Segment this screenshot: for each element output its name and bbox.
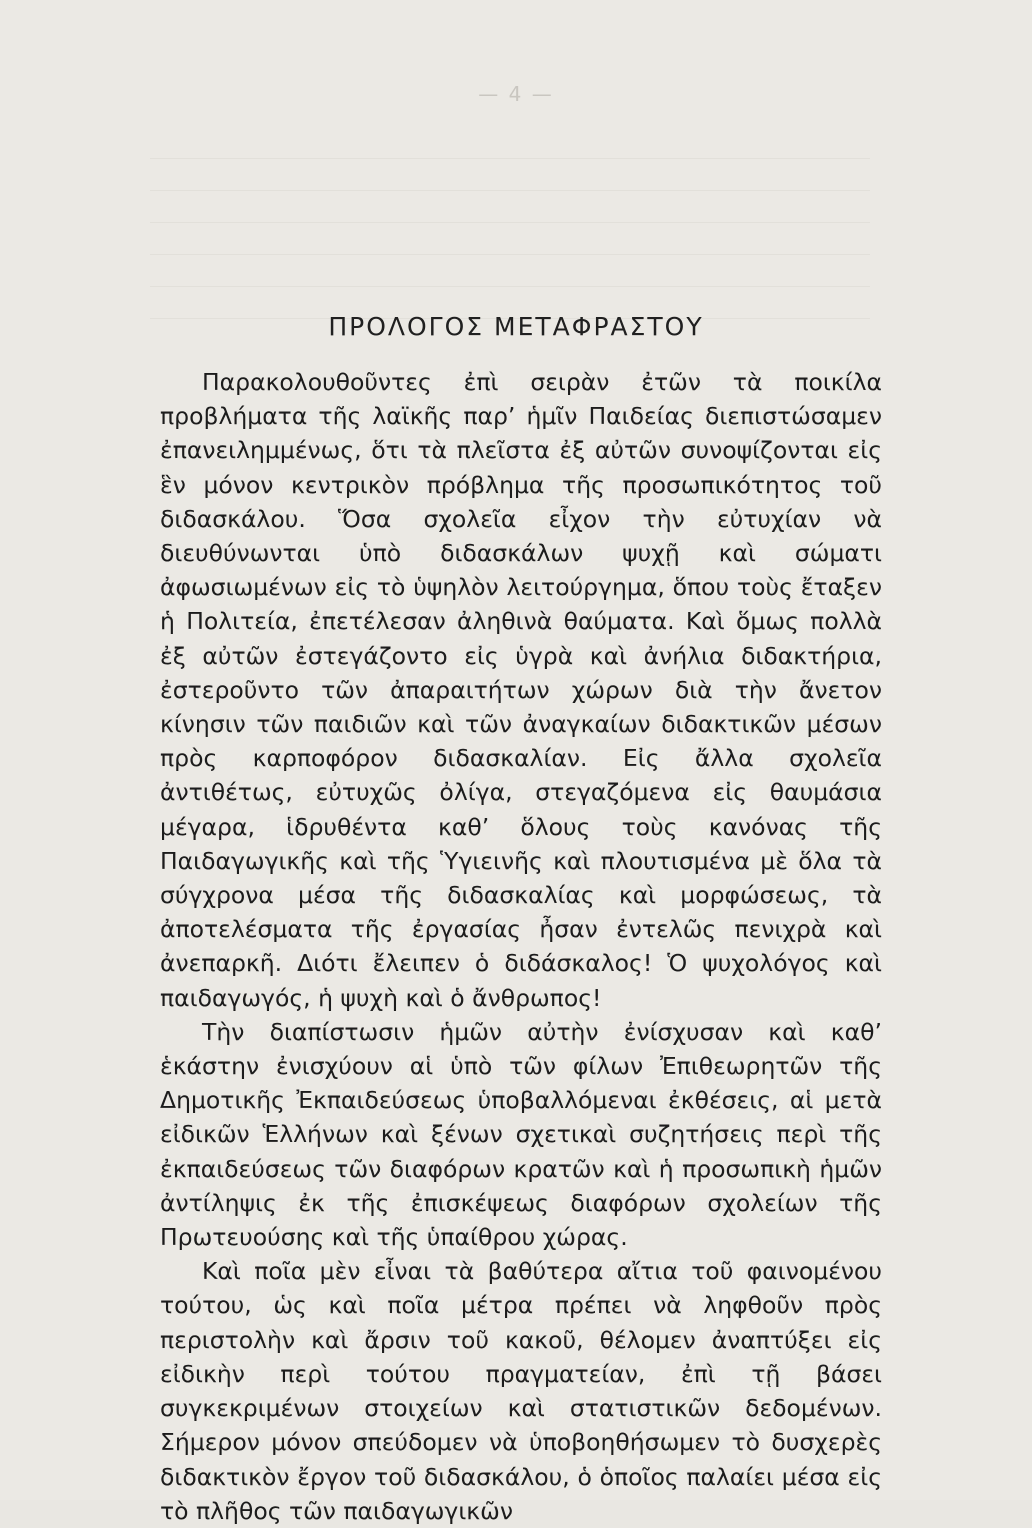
paragraph: Παρακολουθοῦντες ἐπὶ σειρὰν ἐτῶν τὰ ποικίλα προβλήματα τῆς λαϊκῆς παρ’ ἡμῖν Παιδείας διεπιστώσαμεν ἐπανειλημμένως, ὅτι τὰ πλεῖστα ἐξ αὐτῶν συνοψίζονται εἰς ἓν μόνον κεντρικὸν πρόβλημα τῆς προσωπικότητος τοῦ διδασκάλου. Ὅσα σχολεῖα εἶχον τὴν εὐτυχίαν νὰ διευθύνωνται ὑπὸ διδασκάλων ψυχῇ καὶ σώματι ἀφωσιωμένων εἰς τὸ ὑψηλὸν λειτούργημα, ὅπου τοὺς ἔταξεν ἡ Πολιτεία, ἐπετέλεσαν ἀληθινὰ θαύματα. Καὶ ὅμως πολλὰ ἐξ αὐτῶν ἐστεγάζοντο εἰς ὑγρὰ καὶ ἀνήλια διδακτήρια, ἐστεροῦντο τῶν ἀπαραιτήτων χώρων διὰ τὴν ἄνετον κίνησιν τῶν παιδιῶν καὶ τῶν ἀναγκαίων διδακτικῶν μέσων πρὸς καρποφόρον διδασκαλίαν. Εἰς ἄλλα σχολεῖα ἀντιθέτως, εὐτυχῶς ὀλίγα, στεγαζόμενα εἰς θαυμάσια μέγαρα, ἱδρυθέντα καθ’ ὅλους τοὺς κανόνας τῆς Παιδαγωγικῆς καὶ τῆς Ὑγιεινῆς καὶ πλουτισμένα μὲ ὅλα τὰ σύγχρονα μέσα τῆς διδασκαλίας καὶ μορφώσεως, τὰ ἀποτελέσματα τῆς ἐργασίας ἦσαν ἐντελῶς πενιχρὰ καὶ ἀνεπαρκῆ. Διότι ἔλειπεν ὁ διδάσκαλος! Ὁ ψυχολόγος καὶ παιδαγωγός, ἡ ψυχὴ καὶ ὁ ἄνθρωπος! bbox=[160, 368, 882, 1012]
paragraph: Τὴν διαπίστωσιν ἡμῶν αὐτὴν ἐνίσχυσαν καὶ καθ’ ἑκάστην ἐνισχύουν αἱ ὑπὸ τῶν φίλων Ἐπιθεωρητῶν τῆς Δημοτικῆς Ἐκπαιδεύσεως ὑποβαλλόμεναι ἐκθέσεις, αἱ μετὰ εἰδικῶν Ἑλλήνων καὶ ξένων σχετικαὶ συζητήσεις περὶ τῆς ἐκπαιδεύσεως τῶν διαφόρων κρατῶν καὶ ἡ προσωπικὴ ἡμῶν ἀντίληψις ἐκ τῆς ἐπισκέψεως διαφόρων σχολείων τῆς Πρωτευούσης καὶ τῆς ὑπαίθρου χώρας. bbox=[160, 1017, 882, 1252]
page-title: ΠΡΟΛΟΓΟΣ ΜΕΤΑΦΡΑΣΤΟΥ bbox=[328, 312, 704, 341]
paragraph: Καὶ ποῖα μὲν εἶναι τὰ βαθύτερα αἴτια τοῦ φαινομένου τούτου, ὡς καὶ ποῖα μέτρα πρέπει νὰ ληφθοῦν πρὸς περιστολὴν καὶ ἄρσιν τοῦ κακοῦ, θέλομεν ἀναπτύξει εἰς εἰδικὴν περὶ τούτου πραγματείαν, ἐπὶ τῇ βάσει συγκεκριμένων στοιχείων καὶ στατιστικῶν δεδομένων. Σήμερον μόνον σπεύδομεν νὰ ὑποβοηθήσωμεν τὸ δυσχερὲς διδακτικὸν ἔργον τοῦ διδασκάλου, ὁ ὁποῖος παλαίει μέσα εἰς τὸ πλῆθος τῶν παιδαγωγικῶν bbox=[160, 1257, 882, 1525]
page-number: — 4 — bbox=[478, 82, 554, 106]
body-text bbox=[160, 365, 882, 1528]
